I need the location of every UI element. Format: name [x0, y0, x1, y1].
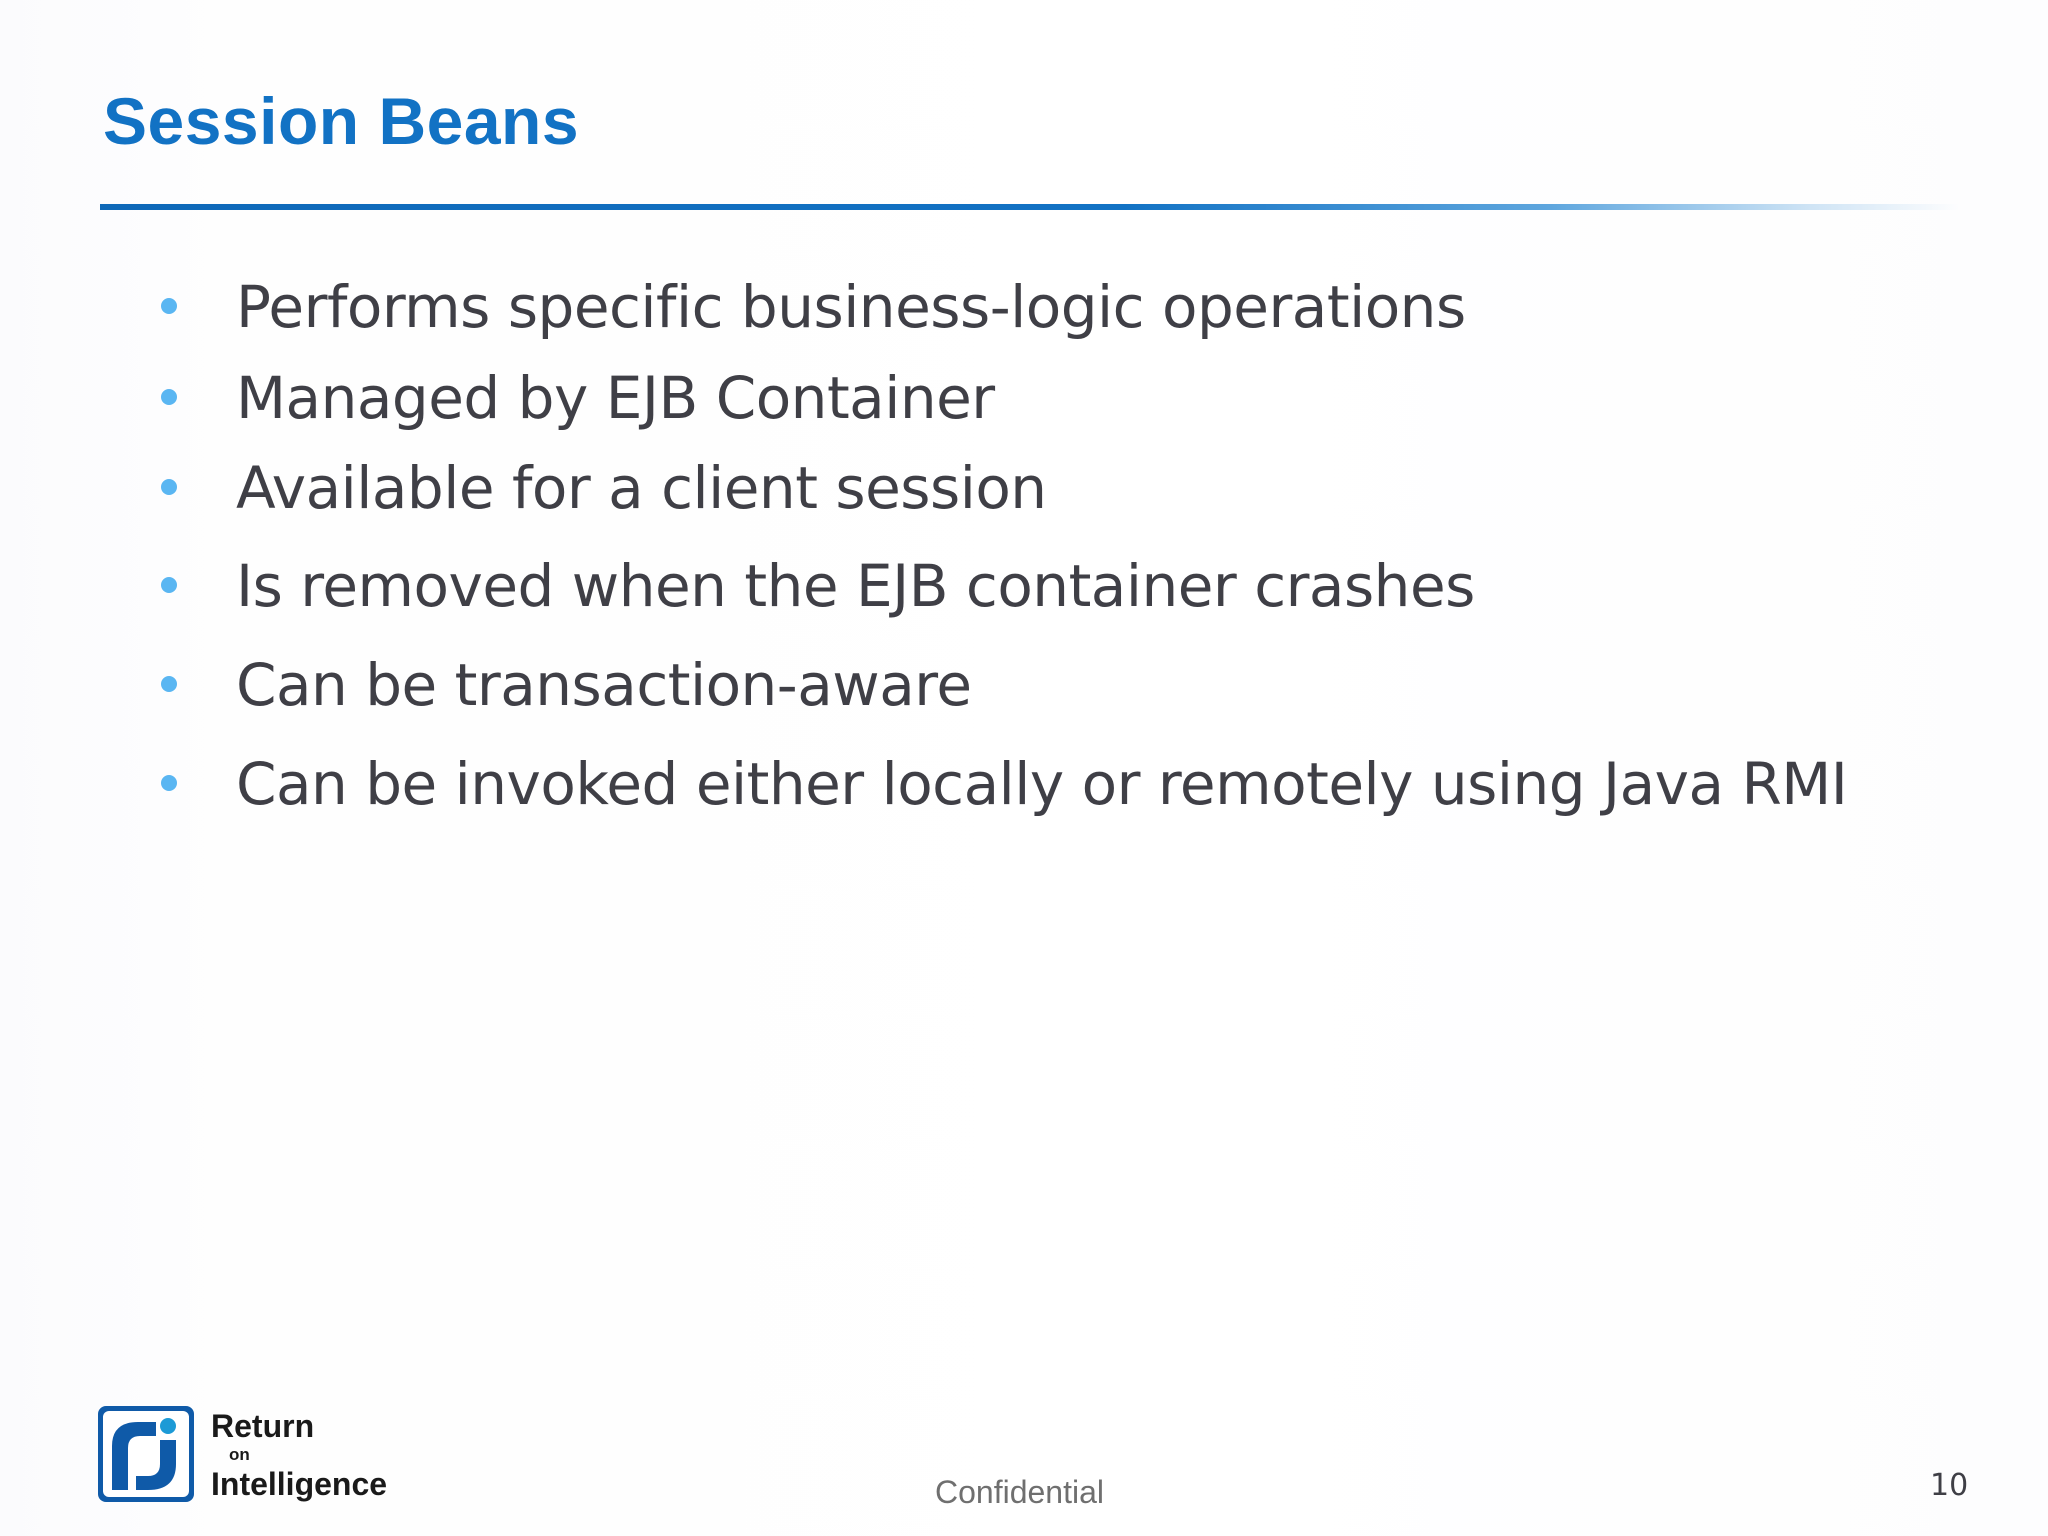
logo-text-intelligence: Intelligence — [211, 1466, 388, 1502]
bullet-dot-icon — [161, 479, 177, 495]
page-number: 10 — [1930, 1468, 1969, 1503]
bullet-dot-icon — [161, 577, 177, 593]
bullet-text: Managed by EJB Container — [236, 364, 995, 432]
bullet-text: Can be invoked either locally or remotely using Java RMI — [236, 750, 1848, 818]
title-divider — [100, 204, 1960, 210]
logo-text-return: Return — [211, 1408, 315, 1444]
logo-text-on: on — [229, 1445, 250, 1464]
bullet-text: Available for a client session — [236, 454, 1047, 522]
slide-title: Session Beans — [103, 84, 580, 158]
bullet-dot-icon — [161, 676, 177, 692]
bullet-text: Can be transaction-aware — [236, 651, 972, 719]
bullet-dot-icon — [161, 298, 177, 314]
bullet-text: Performs specific business-logic operations — [236, 273, 1466, 341]
bullet-dot-icon — [161, 775, 177, 791]
company-logo — [98, 1406, 398, 1516]
confidential-label: Confidential — [935, 1474, 1104, 1510]
bullet-dot-icon — [161, 389, 177, 405]
return-on-intelligence-logo-icon — [98, 1406, 194, 1502]
bullet-text: Is removed when the EJB container crashes — [236, 552, 1475, 620]
